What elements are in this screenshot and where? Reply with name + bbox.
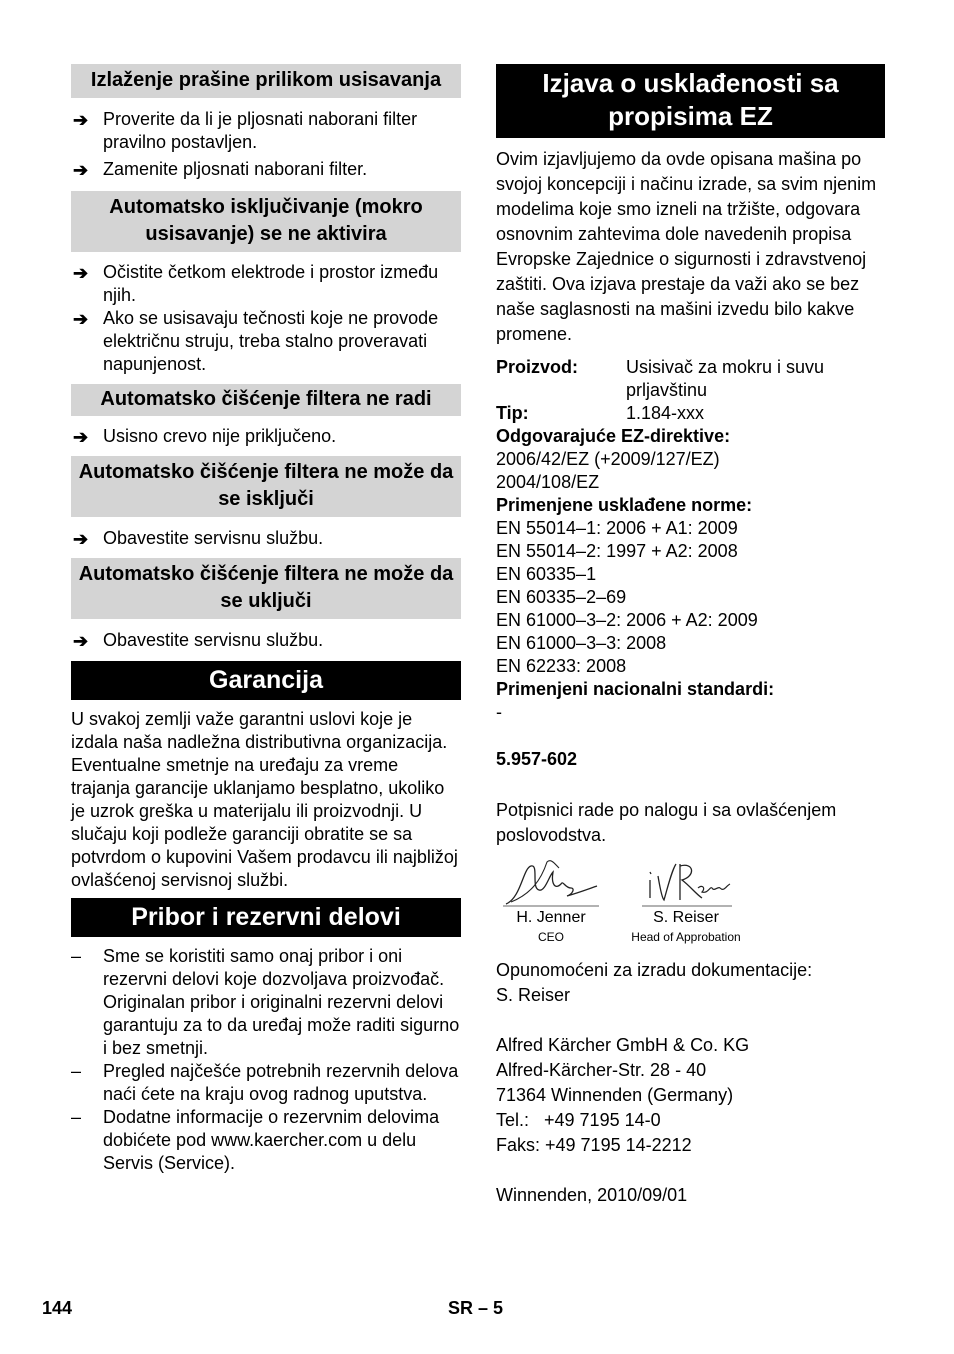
signer-name: S. Reiser [653, 909, 719, 926]
signature-jenner [496, 858, 606, 944]
section-heading-garancija: Garancija [71, 661, 461, 700]
authorized-label: Opunomoćeni za izradu dokumentacije: [496, 960, 813, 980]
authorized-name: S. Reiser [496, 985, 571, 1005]
norm-item: EN 55014–2: 1997 + A2: 2008 [496, 541, 738, 561]
list-item: ➔ Proverite da li je pljosnati naborani filter pravilno postavljen. [73, 109, 418, 152]
arrow-right-icon: ➔ [73, 631, 89, 651]
company-line: 71364 Winnenden (Germany) [496, 1085, 734, 1105]
list-item: ➔ Očistite četkom elektrode i prostor između njih. [73, 262, 439, 305]
arrow-right-icon: ➔ [73, 263, 89, 283]
dash-bullet-icon: – [71, 1061, 82, 1081]
list-item: – Pregled najčešće potrebnih rezervnih delova naći ćete na kraju ovog radnog uputstva. [71, 1061, 459, 1104]
company-line: Alfred Kärcher GmbH & Co. KG [496, 1035, 750, 1055]
section-heading-auto-off: Automatsko isključivanje (mokro usisavanje) se ne aktivira [71, 191, 461, 252]
norm-item: EN 55014–1: 2006 + A1: 2009 [496, 518, 738, 538]
list-item: – Dodatne informacije o rezervnim delovima dobićete pod www.kaercher.com u delu Servis (Service). [71, 1107, 440, 1173]
list-filter-no-off [71, 527, 461, 550]
left-column [71, 64, 461, 1175]
section-heading-filter-no-on: Automatsko čišćenje filtera ne može da se uključi [71, 558, 461, 619]
norm-item: EN 61000–3–3: 2008 [496, 633, 667, 653]
section-page-label: SR – 5 [448, 1298, 504, 1318]
list-pribor [71, 945, 461, 1175]
dash-bullet-icon: – [71, 1107, 82, 1127]
signature-jenner-image [501, 858, 601, 910]
section-heading-declaration: Izjava o usklađenosti sa propisima EZ [496, 64, 885, 138]
arrow-right-icon: ➔ [73, 110, 89, 130]
product-value: Usisivač za mokru i suvu prljavštinu [626, 357, 825, 400]
company-block [496, 1033, 885, 1158]
type-row [496, 402, 885, 425]
arrow-right-icon: ➔ [73, 309, 89, 329]
declaration-intro: Ovim izjavljujemo da ovde opisana mašina po svojoj koncepciji i načinu izrade, sa svim njenim modelima koje smo izneli na tržište, odgovara osnovnim zahtevima dole navedenih propisa Evropske Zajednice o sigurnosti i zdravstvenoj zaštiti. Ova izjava prestaje da važi ako se bez naše saglasnosti na mašini izvedu bilo kakve promene. [496, 149, 877, 344]
list-item: ➔ Usisno crevo nije priključeno. [73, 426, 337, 447]
product-label: Proizvod: [496, 357, 579, 377]
section-heading-filter-no-off: Automatsko čišćenje filtera ne može da se isključi [71, 456, 461, 517]
signature-reiser-image [636, 858, 736, 910]
section-heading-pribor: Pribor i rezervni delovi [71, 898, 461, 937]
company-line: Faks: +49 7195 14-2212 [496, 1135, 692, 1155]
authorized-block [496, 958, 885, 1008]
norm-item: EN 60335–1 [496, 564, 597, 584]
signer-role: CEO [537, 930, 564, 944]
arrow-right-icon: ➔ [73, 529, 89, 549]
directive-item: 2004/108/EZ [496, 472, 600, 492]
signature-reiser [620, 858, 752, 944]
company-line: Alfred-Kärcher-Str. 28 - 40 [496, 1060, 707, 1080]
directive-item: 2006/42/EZ (+2009/127/EZ) [496, 449, 720, 469]
signatures [496, 858, 885, 948]
right-column [496, 64, 885, 1208]
dash-bullet-icon: – [71, 946, 82, 966]
garancija-text: U svakoj zemlji važe garantni uslovi koje je izdala naša nadležna distributivna organizacija. Eventualne smetnje na uređaju za vreme trajanja garancije uklanjamo besplatno, ukoliko je uzrok greška u materijalu ili proizvodnji. U slučaju koji podleže garanciji obratite se sa potvrdom o kupovini Vašem prodavcu ili najbližoj ovlašćenoj servisnoj službi. [71, 709, 458, 890]
norm-item: EN 61000–3–2: 2006 + A2: 2009 [496, 610, 758, 630]
list-item: ➔ Obavestite servisnu službu. [73, 528, 324, 549]
declaration-details [496, 356, 885, 724]
national-label: Primenjeni nacionalni standardi: [496, 679, 775, 699]
company-line: Tel.: +49 7195 14-0 [496, 1110, 661, 1130]
list-auto-off [71, 261, 461, 376]
list-item: ➔ Obavestite servisnu službu. [73, 630, 324, 651]
section-heading-filter-clean: Automatsko čišćenje filtera ne radi [71, 384, 461, 416]
norms-label: Primenjene usklađene norme: [496, 495, 753, 515]
arrow-right-icon: ➔ [73, 427, 89, 447]
norm-item: EN 60335–2–69 [496, 587, 627, 607]
list-filter-clean [71, 425, 461, 448]
page-number: 144 [42, 1298, 73, 1318]
signed-text: Potpisnici rade po nalogu i sa ovlašćenjem poslovodstva. [496, 800, 837, 845]
list-item: ➔ Zamenite pljosnati naborani filter. [73, 159, 368, 180]
list-dust [71, 108, 461, 181]
arrow-right-icon: ➔ [73, 160, 89, 180]
type-label: Tip: [496, 403, 529, 423]
section-heading-dust: Izlaženje prašine prilikom usisavanja [71, 64, 461, 98]
national-value: - [496, 702, 502, 722]
product-row [496, 356, 885, 402]
norm-item: EN 62233: 2008 [496, 656, 627, 676]
directives-label: Odgovarajuće EZ-direktive: [496, 426, 731, 446]
list-filter-no-on [71, 629, 461, 652]
list-item: ➔ Ako se usisavaju tečnosti koje ne provode električnu struju, treba stalno proveravati napunjenost. [73, 308, 439, 374]
list-item: – Sme se koristiti samo onaj pribor i oni rezervni delovi koje dozvoljava proizvođač. Originalan pribor i originalni rezervni delovi garantuju za to da uređaj može raditi sigurno i bez smetnji. [71, 946, 460, 1058]
doc-number: 5.957-602 [496, 749, 578, 769]
type-value: 1.184-xxx [626, 403, 705, 423]
place-date: Winnenden, 2010/09/01 [496, 1185, 688, 1205]
signer-role: Head of Approbation [631, 930, 741, 944]
signer-name: H. Jenner [516, 909, 586, 926]
